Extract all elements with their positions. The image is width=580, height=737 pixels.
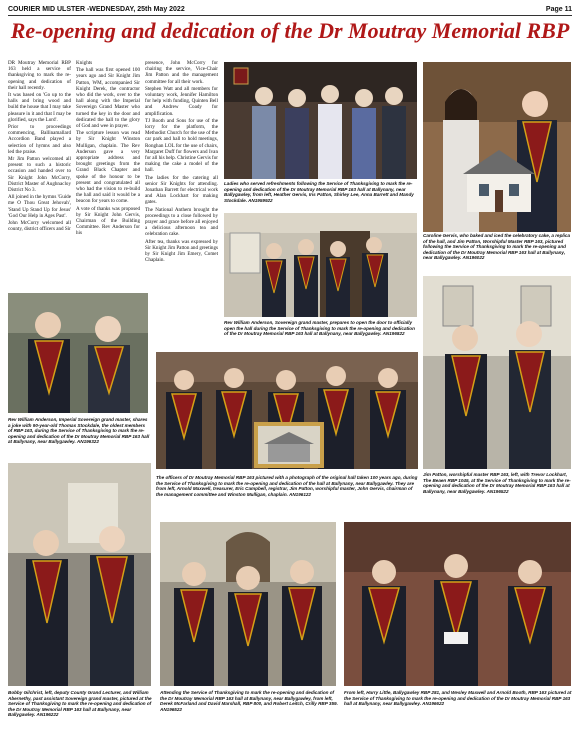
photo-caroline-cake: [423, 62, 571, 232]
article-paragraph: A vote of thanks was proposed by Sir Knight John Gervis, Chairman of the Building Committee. Rev Anderson for his: [76, 205, 140, 237]
photo-rev-anderson-joke: [8, 293, 148, 413]
article-paragraph: John McCorry welcomed all county, district officers and Sir: [8, 220, 71, 233]
article-paragraph: The ladies for the catering all senior Sir Knights for attending. Jonathan Barrett for electrical work and Alan Lockhart for making gates.: [145, 174, 218, 206]
caption-jim-patton: Jim Patton, worshipful master RBP 163, left, with Trevor Lockhart, The Beaen RBP 1045, at the Service of Thanksgiving to mark the re-opening and dedication of the Dr Moutray Memorial RBP 163 hall at Ballynany, near Ballygawley. AN196522: [423, 472, 571, 494]
masthead-page-number: Page 11: [545, 5, 572, 13]
masthead: [8, 3, 572, 16]
caption-bobby-gilchrist: Bobby Gilchrist, left, deputy County Grand Lecturer, and William Abernethy, past assistant Sovereign grand master, pictured at the Service of Thanksgiving to mark the re-opening and dedication of the Dr Moutray Memorial RBP 163 hall at Ballynany, near Ballygawley. AN196222: [8, 690, 152, 718]
article-paragraph: The National Anthem brought the proceedings to a close followed by prayer and grace before all enjoyed a delicious afternoon tea and celebration cake.: [145, 206, 218, 238]
article-paragraph: DR Moutray Memorial RBP 163 held a service of thanksgiving to mark the re-opening and dedication of their hall recently.: [8, 60, 71, 91]
article-paragraph: presence, John McCorry for chairing the service, Vice-Chair Jim Patton and the management committee for all their work.: [145, 60, 218, 85]
caption-rev-anderson-joke: Rev William Anderson, Imperial Sovereign grand master, shares a joke with 90-year-old Thomas Stockdale, the oldest members of RBP 163, during the Service of Thanksgiving to mark the re-opening and dedication of the Dr Moutray Memorial RBP 163 hall at Ballynany, near Ballygawley. AN196322: [8, 417, 150, 445]
caption-attending: Attending the Service of Thanksgiving to mark the re-opening and dedication of the Dr Moutray Memorial RBP 163 hall at Ballynany, near Ballygawley, from left, Derek McFarland and David Marshall, RBP 800, and Robert Leitch, Crilly RBP 359. AN196522: [160, 690, 338, 712]
page-headline: Re-opening and dedication of the Dr Moutray Memorial RBP: [10, 18, 570, 43]
article-paragraph: It was based on 'Go up to the halls and bring wood and build the house that I may take pleasure in it and that I may be glorified, says the Lord'.: [8, 92, 71, 123]
article-column-3: [145, 60, 218, 353]
photo-officers-with-original-hall: [156, 352, 418, 469]
caption-ladies: Ladies who served refreshments following the Service of Thanksgiving to mark the re-opening and dedication of the Dr Moutray Memorial RBP 163 hall at Ballynany, near Ballygawley, from left, Heather Gervis, Iris Patton, Shirley Lee, Anna Barrett and Mandy Stockdale. AN1959922: [224, 181, 414, 203]
caption-rev-anderson-door: Rev William Anderson, Sovereign grand master, prepares to open the door to officially open the hall during the Service of Thanksgiving to mark the re-opening and dedication of the Dr Moutray Memorial RBP 163 hall at Ballynany, near Ballygawley. AN196822: [224, 320, 415, 337]
article-paragraph: The scripture lesson was read by Sir Knight Winston Mulligan, chaplain. The Rev Anderson gave a very appropriate address and brought greetings from the Grand Black Chapter and spoke of the honour to be present and congratulated all who had the vision to re-build the hall and said it would be a beacon for years to come.: [76, 130, 140, 205]
article-paragraph: Prior to proceedings commencing, Ballinamallard Accordion Band played a selection of hymns and also led the praise.: [8, 124, 71, 155]
article-paragraph: Knights: [76, 60, 93, 66]
article-paragraph: TJ Booth and Sons for use of the lorry for the platform, the Methodist Church for the use of the car park and hall to hold meetings, Ronghan LOL for the use of chairs, Margaret Duff for flowers and Ivan for all his help. Christine Gervis for making the cake a model of the hall.: [145, 117, 218, 174]
caption-officers: The officers of Dr Moutray Memorial RBP 163 pictured with a photograph of the original hall taken 100 years ago, during the Service of Thanksgiving to mark the re-opening and dedication of the hall at Ballynany, near Ballygawley. They are from left, Arnold Maxwell, treasurer, Eric Campbell, registrar, Jim Patton, worshipful master, John Gervis, chairman of the management committee and Winston Mulligan, chaplain. AN196122: [156, 475, 418, 497]
caption-harry-little: From left, Harry Little, Ballygawley RBP 281, and Wesley Maxwell and Arnold Booth, RBP 163 pictured at the Service of Thanksgiving to mark the re-opening and dedication of the Dr Moutray Memorial RBP 163 hall at Ballynany, near Ballygawley. AN196622: [344, 690, 572, 707]
article-paragraph: All joined in the hymns 'Guide me O Thou Great Jehovah', 'Stand Up Stand Up for Jesus' 'God Our Help in Ages Past'.: [8, 194, 71, 219]
photo-rev-anderson-door: [224, 213, 417, 317]
masthead-publication: COURIER MID ULSTER -WEDNESDAY, 25th May 2022: [8, 5, 185, 13]
article-column-2: [76, 60, 140, 322]
photo-ladies-refreshments: [224, 62, 417, 179]
photo-bobby-gilchrist-william-abernethy: [8, 463, 151, 686]
article-paragraph: Stephen Watt and all members for voluntary work, Jennifer Hamilton for help with funding, Quinten Bell and Andrew Coady for amplification.: [145, 85, 218, 117]
photo-attending-derek-mcfarland: [160, 522, 336, 686]
article-column-1: [8, 60, 71, 290]
photo-harry-little-wesley-maxwell: [344, 522, 571, 686]
article-paragraph: Mr Jim Patton welcomed all present to such a historic occasion and handed over to Sir Knight John McCorry, District Master of Aughnacloy District No 3.: [8, 156, 71, 194]
caption-caroline: Caroline Gervis, who baked and iced the celebratory cake, a replica of the hall, and Jim Patton, Worshipful Master RBP 163, pictured following the Service of Thanksgiving to mark the re-opening and dedication of the Dr Moutray Memorial RBP 163 hall at Ballynany, near Ballygawley. AN196022: [423, 233, 571, 261]
article-paragraph: The hall was first opened 100 years ago and Sir Knight Jim Patton, WM, accompanied Sir Knight Derek, the contractor who did the work, over to the hall along with the Imperial Sovereign Grand Master who turned the key in the door and dedicated the hall to the glory of God and wee in prayer.: [76, 67, 140, 130]
article-paragraph: After tea, thanks was expressed by Sir Knight Jim Patton and greetings by Sir Knight Jim Emery, Comet Chaplain.: [145, 238, 218, 264]
photo-jim-patton-trevor-lockhart: [423, 276, 571, 469]
